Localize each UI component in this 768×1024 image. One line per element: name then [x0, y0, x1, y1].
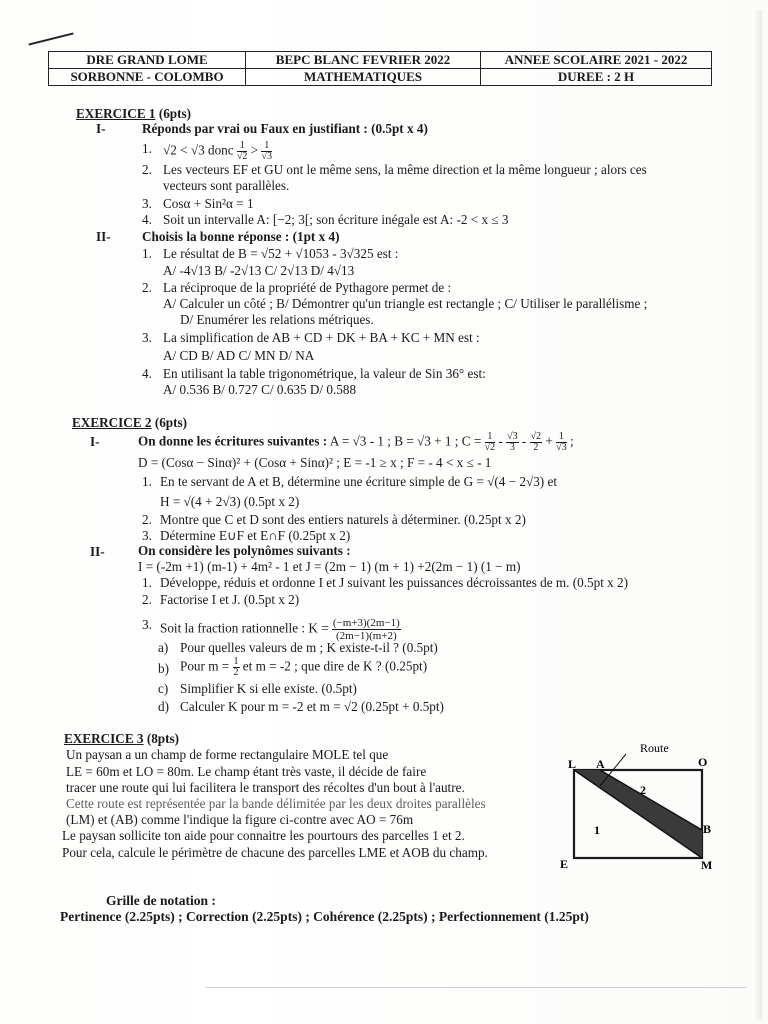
- ex1-part2-number: II-: [96, 229, 111, 244]
- page-edge-shadow: [752, 10, 762, 1020]
- ex1-r4-label: 4.: [142, 366, 152, 381]
- ex1-q3-text: Cosα + Sin²α = 1: [163, 196, 254, 211]
- ex2-q3-text: Détermine E∪F et E∩F (0.25pt x 2): [160, 528, 351, 543]
- exam-header-table: [48, 51, 712, 86]
- ex2-p1-text: Développe, réduis et ordonne I et J suivant les puissances décroissantes de m. (0.5pt x 2): [160, 575, 629, 590]
- parcel-2-label: 2: [640, 783, 646, 797]
- ex1-r4-text: En utilisant la table trigonométrique, la valeur de Sin 36° est:: [163, 366, 486, 381]
- ex2-q3-label: 3.: [142, 528, 152, 543]
- header-exam-name: BEPC BLANC FEVRIER 2022: [246, 52, 481, 69]
- ex1-r1-text: Le résultat de B = √52 + √1053 - 3√325 est :: [163, 246, 399, 261]
- ex2-pc-text: Simplifier K si elle existe. (0.5pt): [180, 681, 357, 696]
- field-diagram: [560, 742, 730, 877]
- ex2-pb-intro: Pour m =: [180, 658, 230, 674]
- ex2-q2-label: 2.: [142, 512, 152, 527]
- ex1-points: (6pts): [158, 106, 192, 121]
- point-l: L: [568, 757, 577, 771]
- ex2-heading: [72, 415, 187, 431]
- ex2-title: EXERCICE 2: [72, 415, 152, 430]
- ex1-q1-inequality: √2 < √3 donc: [163, 142, 234, 158]
- ex3-points: (8pts): [146, 731, 180, 746]
- ex2-expr-def: D = (Cosα − Sinα)² + (Cosα + Sinα)² ; E = -1 ≥ x ; F = - 4 < x ≤ - 1: [138, 455, 492, 470]
- parcel-1-label: 1: [594, 823, 600, 837]
- field-figure: [560, 742, 730, 877]
- ex1-part1-title: Réponds par vrai ou Faux en justifiant : (0.5pt x 4): [142, 121, 428, 136]
- header-subject: MATHEMATIQUES: [246, 69, 481, 86]
- ex2-p2-text: Factorise I et J. (0.5pt x 2): [160, 592, 300, 607]
- ex2-part1-number: I-: [90, 434, 100, 449]
- fraction-1-over-root3: $\frac{1}{√3}$: [261, 140, 272, 162]
- header-school-year: ANNEE SCOLAIRE 2021 - 2022: [481, 52, 712, 69]
- ex1-r3-text: La simplification de AB + CD + DK + BA + KC + MN est :: [163, 330, 480, 345]
- ex1-q2-label: 2.: [142, 162, 152, 177]
- ex1-part2-title: Choisis la bonne réponse : (1pt x 4): [142, 229, 340, 244]
- fraction-1-over-root2: $\frac{1}{√2}$: [484, 431, 496, 453]
- ex2-q2-text: Montre que C et D sont des entiers naturels à déterminer. (0.25pt x 2): [160, 512, 526, 527]
- ex1-heading: [76, 106, 191, 122]
- ex2-p3-intro: Soit la fraction rationnelle : K =: [160, 620, 329, 636]
- ex3-line-3: tracer une route qui lui facilitera le transport des récoltes d'un bout à l'autre.: [66, 780, 465, 795]
- grading-criteria: Pertinence (2.25pts) ; Correction (2.25pts) ; Cohérence (2.25pts) ; Perfectionnement (1.25pt): [60, 909, 589, 924]
- header-row: [49, 52, 712, 69]
- page-bottom-rule: [206, 987, 746, 988]
- ex3-line-2: LE = 60m et LO = 80m. Le champ étant très vaste, il décide de faire: [66, 764, 427, 779]
- ex1-r2-choices-cont: D/ Enumérer les relations métriques.: [180, 312, 374, 327]
- point-b: B: [703, 822, 712, 836]
- ex2-part2-number: II-: [90, 544, 105, 559]
- ex1-q1-label: 1.: [142, 141, 152, 156]
- header-school-name: SORBONNE - COLOMBO: [49, 69, 246, 86]
- ex1-q2-text-cont: vecteurs sont parallèles.: [163, 178, 290, 193]
- ex2-points: (6pts): [154, 415, 188, 430]
- ex2-p1-label: 1.: [142, 575, 152, 590]
- ex1-q4-text: Soit un intervalle A: [−2; 3[; son écriture inégale est A: -2 < x ≤ 3: [163, 212, 509, 227]
- ex2-pb-rest: et m = -2 ; que dire de K ? (0.25pt): [242, 658, 428, 674]
- ex1-r3-label: 3.: [142, 330, 152, 345]
- fraction-k-numerator: (−m+3)(2m−1): [332, 617, 400, 629]
- fraction-k-denominator: (2m−1)(m+2): [335, 630, 397, 642]
- ex1-r4-choices: A/ 0.536 B/ 0.727 C/ 0.635 D/ 0.588: [163, 382, 357, 397]
- ex2-part1-intro: On donne les écritures suivantes :: [138, 433, 328, 449]
- ex2-pa-text: Pour quelles valeurs de m ; K existe-t-il ? (0.5pt): [180, 640, 438, 655]
- ex2-p2-label: 2.: [142, 592, 152, 607]
- header-duration: DUREE : 2 H: [481, 69, 712, 86]
- ex1-r1-choices: A/ -4√13 B/ -2√13 C/ 2√13 D/ 4√13: [163, 263, 355, 278]
- ex3-line-6: Le paysan sollicite ton aide pour connaitre les pourtours des parcelles 1 et 2.: [62, 828, 465, 843]
- ex3-line-7: Pour cela, calcule le périmètre de chacune des parcelles LME et AOB du champ.: [62, 845, 488, 860]
- ex3-line-1: Un paysan a un champ de forme rectangulaire MOLE tel que: [66, 747, 389, 762]
- ex2-q1-text-cont: H = √(4 + 2√3) (0.5pt x 2): [160, 494, 300, 509]
- ex1-part1-number: I-: [96, 121, 106, 136]
- ex3-line-4: Cette route est représentée par la bande délimitée par les deux droites parallèles: [66, 796, 486, 811]
- ex2-pb-label: b): [158, 661, 169, 676]
- route-label: Route: [640, 742, 669, 755]
- ex1-r3-choices: A/ CD B/ AD C/ MN D/ NA: [163, 348, 315, 363]
- fraction-1-over-root3: $\frac{1}{√3}$: [556, 431, 567, 453]
- ex2-pa-label: a): [158, 640, 169, 655]
- ex1-q3-label: 3.: [142, 196, 152, 211]
- fraction-root2-over-2: $\frac{√2}{2}$: [530, 431, 542, 453]
- ex3-title: EXERCICE 3: [64, 731, 144, 746]
- point-o: O: [698, 755, 708, 769]
- ex1-r1-label: 1.: [142, 246, 152, 261]
- ex1-q4-label: 4.: [142, 212, 152, 227]
- ex1-r2-choices: A/ Calculer un côté ; B/ Démontrer qu'un triangle est rectangle ; C/ Utiliser le parallélisme ;: [163, 296, 648, 311]
- point-e: E: [560, 857, 569, 871]
- ex3-heading: [64, 731, 179, 747]
- ex1-r2-label: 2.: [142, 280, 152, 295]
- ex2-part2-intro: On considère les polynômes suivants :: [138, 543, 351, 558]
- grading-title: Grille de notation :: [106, 893, 216, 908]
- line-lm: [574, 770, 702, 858]
- ex2-expr-abc: A = √3 - 1 ; B = √3 + 1 ; C =: [329, 433, 482, 449]
- ex2-part1-intro-line: On donne les écritures suivantes : A = √3 - 1 ; B = √3 + 1 ; C = $\frac{1}{√2}$ - $\frac{√3}{3}$ - $\frac{√2}{2}$ + $\frac{1}{√3}$ ;: [138, 431, 574, 453]
- header-row: [49, 69, 712, 86]
- ex2-pb-text: [180, 657, 427, 678]
- fraction-root3-over-3: $\frac{√3}{3}$: [507, 431, 518, 453]
- ex1-q1-text: √2 < √3 donc $\frac{1}{√2}$ > $\frac{1}{√3}$: [163, 140, 272, 162]
- ex2-pd-text: Calculer K pour m = -2 et m = √2 (0.25pt + 0.5pt): [180, 699, 444, 714]
- ex2-q1-label: 1.: [142, 474, 152, 489]
- ex2-p3-label: 3.: [142, 617, 152, 632]
- ex1-q2-text: Les vecteurs EF et GU ont le même sens, la même direction et la même longueur ; alors ces: [163, 162, 647, 177]
- ex3-line-5: (LM) et (AB) comme l'indique la figure ci-contre avec AO = 76m: [66, 812, 414, 827]
- ex2-q1-text: En te servant de A et B, détermine une écriture simple de G = √(4 − 2√3) et: [160, 474, 558, 489]
- ex1-r2-text: La réciproque de la propriété de Pythagore permet de :: [163, 280, 452, 295]
- header-school-region: DRE GRAND LOME: [49, 52, 246, 69]
- ex2-p3-text: [160, 617, 401, 642]
- fraction-k: [332, 617, 401, 642]
- point-m: M: [701, 858, 713, 872]
- ex2-polynomials: I = (-2m +1) (m-1) + 4m² - 1 et J = (2m − 1) (m + 1) +2(2m − 1) (1 − m): [138, 559, 521, 574]
- pen-mark: [28, 32, 73, 45]
- point-a: A: [596, 757, 605, 771]
- fraction-one-half: $\frac{1}{2}$: [233, 656, 239, 678]
- ex2-pd-label: d): [158, 699, 169, 714]
- ex1-title: EXERCICE 1: [76, 106, 156, 121]
- fraction-1-over-root2: $\frac{1}{√2}$: [236, 140, 248, 162]
- ex2-pc-label: c): [158, 681, 169, 696]
